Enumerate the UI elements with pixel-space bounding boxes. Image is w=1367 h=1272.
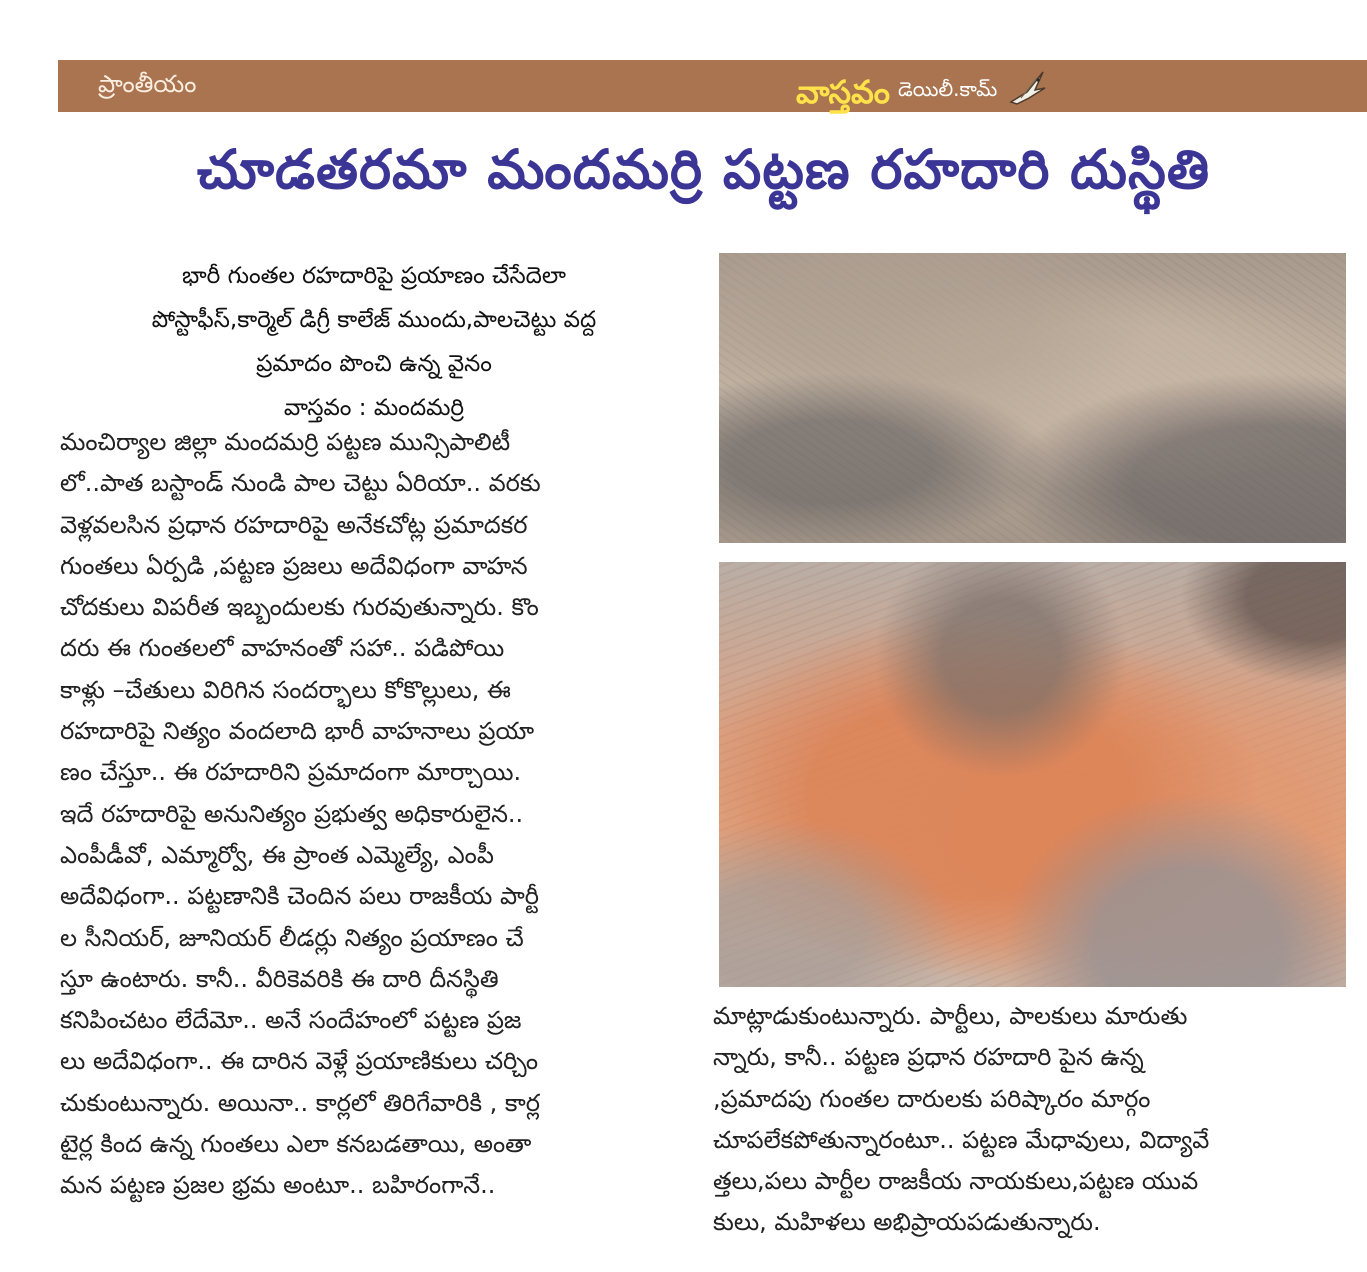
body-line: ణం చేస్తూ.. ఈ రహదారిని ప్రమాదంగా మార్చాయి.: [60, 758, 522, 787]
body-line: త్తలు,పలు పార్టీల రాజకీయ నాయకులు,పట్టణ యువ: [713, 1167, 1199, 1196]
body-line: చోదకులు విపరీత ఇబ్బందులకు గురవుతున్నారు. కొం: [60, 593, 539, 622]
body-line: చుకుంటున్నారు. అయినా.. కార్లలో తిరిగేవారికి , కార్ల: [60, 1088, 540, 1117]
road-potholes-photo: [719, 253, 1346, 543]
body-line: ల సీనియర్, జూనియర్ లీడర్లు నిత్యం ప్రయాణం చే: [60, 923, 524, 952]
masthead-brand: [796, 64, 1047, 111]
article-body-left: [60, 422, 690, 1207]
body-line: మాట్లాడుకుంటున్నారు. పార్టీలు, పాలకులు మారుతు: [713, 1002, 1188, 1030]
subheading: ప్రమాదం పొంచి ఉన్న వైనం: [256, 351, 492, 377]
body-line: ఇదే రహదారిపై అనునిత్యం ప్రభుత్వ అధికారులైన..: [60, 799, 524, 828]
body-line: టైర్ల కింద ఉన్న గుంతలు ఎలా కనబడతాయి, అంతా: [60, 1130, 532, 1159]
body-line: అదేవిధంగా.. పట్టణానికి చెందిన పలు రాజకీయ పార్టీ: [60, 882, 539, 911]
body-line: స్తూ ఉంటారు. కానీ.. వీరికెవరికి ఈ దారి దీనస్థితి: [60, 964, 499, 993]
body-line: ఎంపీడీవో, ఎమ్మార్వో, ఈ ప్రాంత ఎమ్మెల్యే, ఎంపీ: [60, 840, 494, 869]
subheading: భారీ గుంతల రహదారిపై ప్రయాణం చేసేదెలా: [182, 263, 566, 289]
article-body-right: [713, 996, 1343, 1244]
body-line: లో..పాత బస్టాండ్ నుండి పాల చెట్టు ఏరియా.. వరకు: [60, 469, 541, 498]
body-line: మన పట్టణ ప్రజల భ్రమ అంటూ.. బహిరంగానే..: [60, 1171, 496, 1200]
body-line: కనిపించటం లేదేమో.. అనే సందేహంలో పట్టణ ప్రజ: [60, 1006, 522, 1035]
section-header-band: [58, 60, 1367, 112]
damaged-road-photo: [719, 562, 1346, 987]
body-line: న్నారు, కానీ.. పట్టణ ప్రధాన రహదారి పైన ఉన్న: [713, 1043, 1144, 1072]
body-line: మంచిర్యాల జిల్లా మందమర్రి పట్టణ మున్సిపాలిటీ: [60, 428, 511, 456]
bird-logo-icon: [1007, 68, 1047, 108]
section-label: ప్రాంతీయం: [98, 70, 197, 98]
body-line: కాళ్లు –చేతులు విరిగిన సందర్భాలు కోకొల్లులు, ఈ: [60, 675, 511, 704]
body-line: చూపలేకపోతున్నారంటూ.. పట్టణ మేధావులు, విద్యావే: [713, 1125, 1210, 1154]
body-line: దరు ఈ గుంతలలో వాహనంతో సహా.. పడిపోయి: [60, 634, 505, 663]
brand-name: వాస్తవం: [796, 73, 890, 111]
dateline: వాస్తవం : మందమర్రి: [283, 395, 465, 421]
subheadings: [64, 254, 684, 430]
body-line: లు అదేవిధంగా.. ఈ దారిన వెళ్లే ప్రయాణికులు చర్చిం: [60, 1047, 539, 1076]
subheading: పోస్టాఫీస్,కార్మెల్ డిగ్రీ కాలేజ్ ముందు,పాలచెట్టు వద్ద: [151, 307, 597, 333]
body-line: ,ప్రమాదపు గుంతల దారులకు పరిష్కారం మార్గం: [713, 1084, 1151, 1113]
body-line: కులు, మహిళలు అభిప్రాయపడుతున్నారు.: [713, 1208, 1101, 1237]
body-line: రహదారిపై నిత్యం వందలాది భారీ వాహనాలు ప్రయా: [60, 717, 535, 746]
body-line: గుంతలు ఏర్పడి ,పట్టణ ప్రజలు అదేవిధంగా వాహన: [60, 551, 528, 580]
headline: చూడతరమా మందమర్రి పట్టణ రహదారి దుస్థితి: [196, 138, 1211, 201]
body-line: వెళ్లవలసిన ప్రధాన రహదారిపై అనేకచోట్ల ప్రమాదకర: [60, 510, 528, 539]
brand-domain: డెయిలీ.కామ్: [897, 77, 998, 101]
